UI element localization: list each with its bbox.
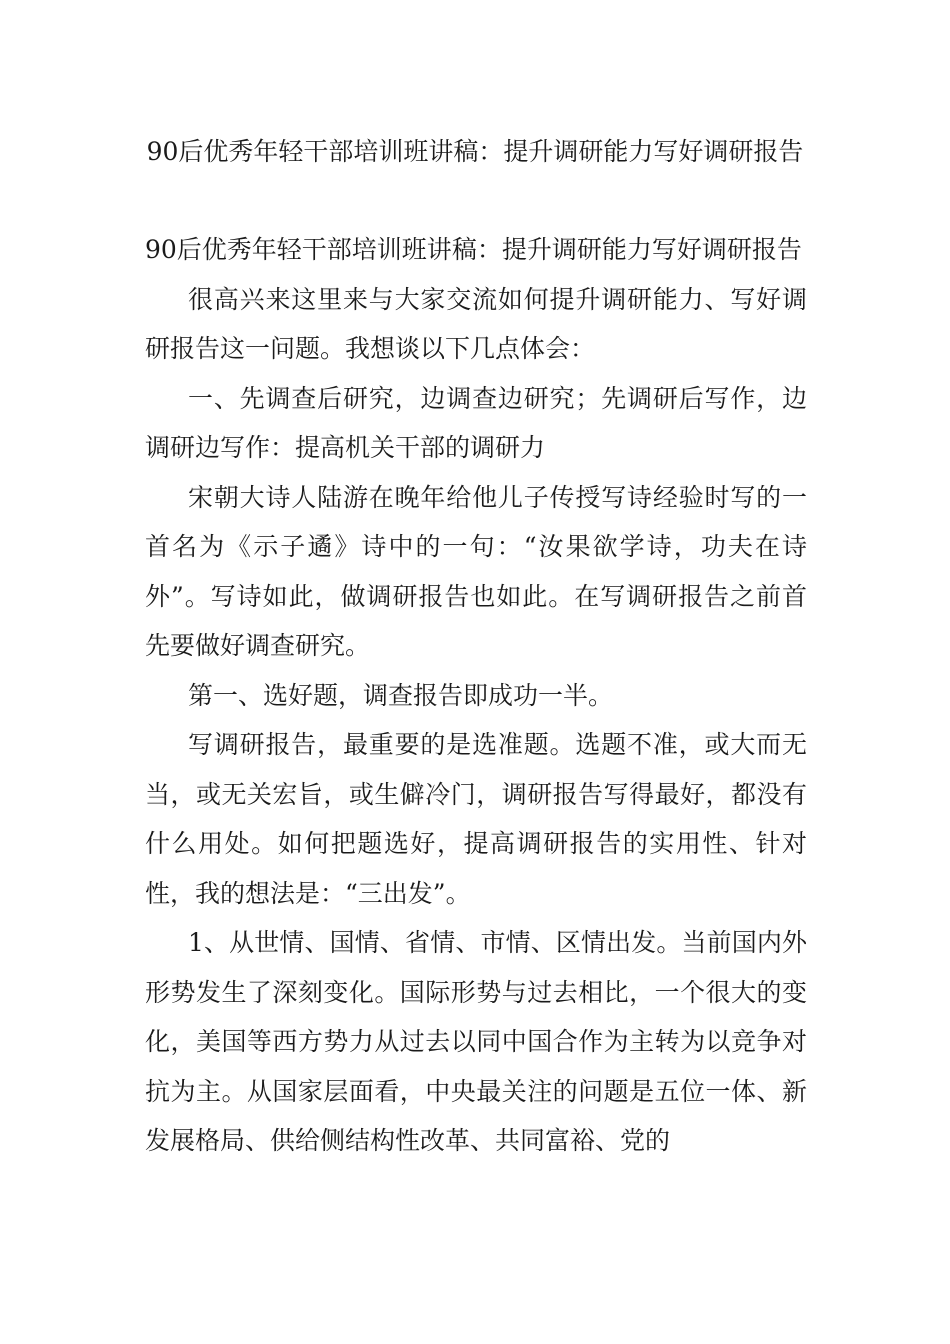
section-heading-1: 一、先调查后研究，边调查边研究；先调研后写作，边调研边写作：提高机关干部的调研力: [145, 383, 807, 462]
body-paragraph: 写调研报告，最重要的是选准题。选题不准，或大而无当，或无关宏旨，或生僻冷门，调研报告写得最好，都没有什么用处。如何把题选好，提高调研报告的实用性、针对性，我的想法是：“三出发”。: [145, 730, 807, 908]
subsection-heading-1: 第一、选好题，调查报告即成功一半。: [188, 680, 614, 710]
document-title: 90后优秀年轻干部培训班讲稿：提升调研能力写好调研报告: [146, 137, 804, 166]
body-paragraph: 宋朝大诗人陆游在晚年给他儿子传授写诗经验时写的一首名为《示子遹》诗中的一句：“汝果欲学诗，功夫在诗外”。写诗如此，做调研报告也如此。在写调研报告之前首先要做好调查研究。: [145, 482, 807, 660]
document-body: [145, 225, 807, 1166]
intro-paragraph: 很高兴来这里来与大家交流如何提升调研能力、写好调研报告这一问题。我想谈以下几点体会：: [145, 284, 807, 363]
body-paragraph: 1、从世情、国情、省情、市情、区情出发。当前国内外形势发生了深刻变化。国际形势与过去相比，一个很大的变化，美国等西方势力从过去以同中国合作为主转为以竞争对抗为主。从国家层面看，中央最关注的问题是五位一体、新发展格局、供给侧结构性改革、共同富裕、党的: [145, 928, 807, 1155]
subtitle-paragraph: 90后优秀年轻干部培训班讲稿：提升调研能力写好调研报告: [145, 235, 802, 264]
